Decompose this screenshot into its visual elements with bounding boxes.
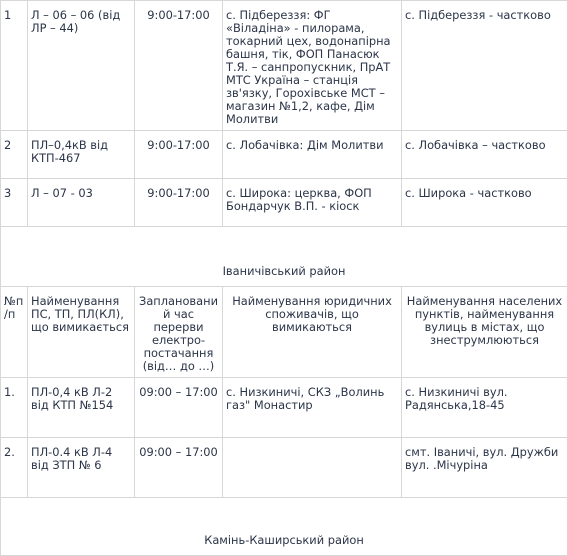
region-heading-row <box>1 498 567 556</box>
row-number: 2 <box>1 131 28 179</box>
power-line: ПЛ-0,4 кВ Л-2 від КТП №154 <box>28 378 135 438</box>
row-number: 1. <box>1 378 28 438</box>
row-number: 1 <box>1 1 28 131</box>
settlements: с. Широка - частково <box>402 179 567 227</box>
power-line: Л – 07 - 03 <box>28 179 135 227</box>
consumers: с. Низкиничі, СКЗ „Волинь газ" Монастир <box>223 378 402 438</box>
header-outage-time: Запланований час перерви електро-постачання (від… до …) <box>135 287 223 378</box>
power-line: Л – 06 – 06 (від ЛР – 44) <box>28 1 135 131</box>
consumers <box>223 438 402 498</box>
header-consumers: Найменування юридичних споживачів, що вимикаються <box>223 287 402 378</box>
table-row <box>1 131 567 179</box>
power-line: ПЛ-0.4 кВ Л-4 від ЗТП № 6 <box>28 438 135 498</box>
outage-time: 9:00-17:00 <box>135 1 223 131</box>
power-line: ПЛ–0,4кВ від КТП-467 <box>28 131 135 179</box>
table-row <box>1 179 567 227</box>
outage-time: 09:00 – 17:00 <box>135 378 223 438</box>
table-row <box>1 438 567 498</box>
header-number: №п/п <box>1 287 28 378</box>
outage-time: 09:00 – 17:00 <box>135 438 223 498</box>
settlements: с. Лобачівка – частково <box>402 131 567 179</box>
region-heading: Камінь-Каширський район <box>1 498 567 556</box>
table-row <box>1 378 567 438</box>
outage-time: 9:00-17:00 <box>135 131 223 179</box>
outage-time: 9:00-17:00 <box>135 179 223 227</box>
row-number: 2. <box>1 438 28 498</box>
consumers: с. Підбереззя: ФГ «Віладіна» - пилорама, токарний цех, водонапірна башня, тік, ФОП Панасюк Т.Я. – санпропускник, ПрАТ МТС Україна – станція зв'язку, Горохівське МСТ – магазин №1,2, кафе, Дім Молитви <box>223 1 402 131</box>
row-number: 3 <box>1 179 28 227</box>
settlements: с. Низкиничі вул. Радянська,18-45 <box>402 378 567 438</box>
header-settlements: Найменування населених пунктів, найменування вулиць в містах, що знеструмлюються <box>402 287 567 378</box>
header-power-line: Найменування ПС, ТП, ПЛ(КЛ), що вимикається <box>28 287 135 378</box>
table-row <box>1 1 567 131</box>
region-heading: Іваничівський район <box>1 227 567 287</box>
settlements: смт. Іваничі, вул. Дружби вул. .Мічуріна <box>402 438 567 498</box>
consumers: с. Лобачівка: Дім Молитви <box>223 131 402 179</box>
region-heading-row <box>1 227 567 287</box>
consumers: с. Широка: церква, ФОП Бондарчук В.П. - кіоск <box>223 179 402 227</box>
table-header-row <box>1 287 567 378</box>
settlements: с. Підбереззя - частково <box>402 1 567 131</box>
